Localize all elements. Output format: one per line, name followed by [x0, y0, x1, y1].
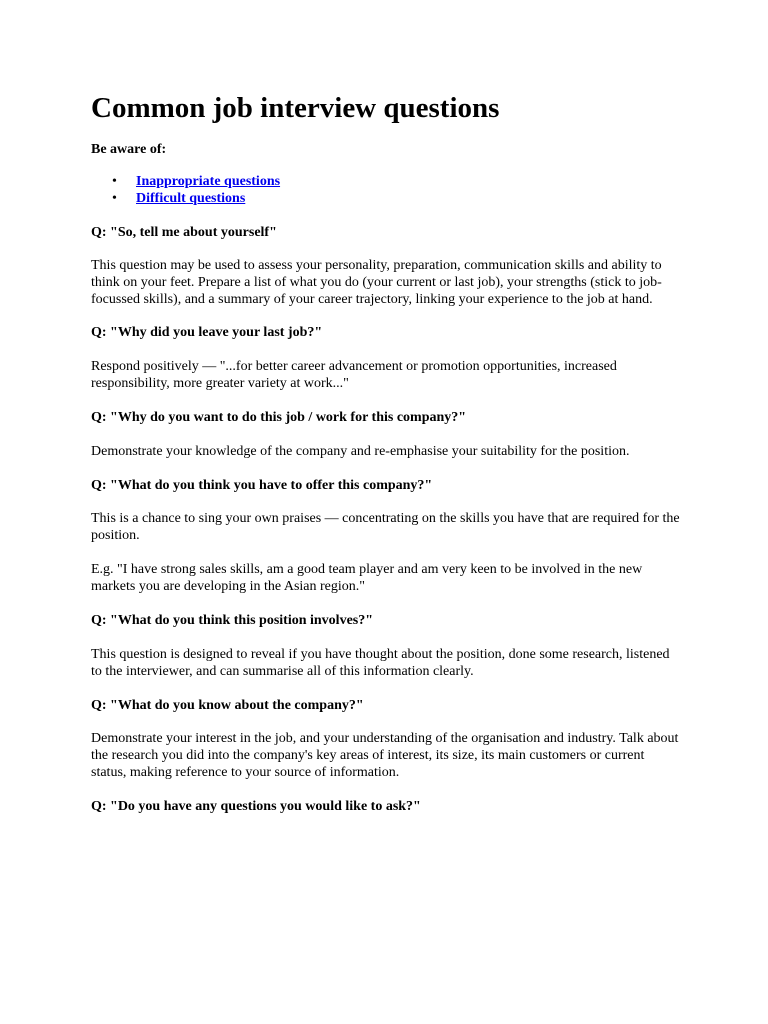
answer-paragraph: This is a chance to sing your own praises — concentrating on the skills you have that are required for the position.: [91, 511, 680, 543]
link-difficult-questions[interactable]: Difficult questions: [136, 191, 246, 206]
question-heading: Q: "Do you have any questions you would like to ask?": [91, 799, 421, 814]
question-heading: Q: "Why did you leave your last job?": [91, 325, 323, 340]
answer-paragraph: E.g. "I have strong sales skills, am a good team player and am very keen to be involved in the new markets you are developing in the Asian region.": [91, 562, 643, 594]
bullet-icon: •: [112, 174, 117, 189]
document-page: [91, 88, 681, 815]
question-heading: Q: "What do you know about the company?": [91, 698, 364, 713]
answer-paragraph: Demonstrate your interest in the job, and your understanding of the organisation and industry. Talk about the research you did into the company's key areas of interest, its size, its main customers or current status, making reference to your source of information.: [91, 731, 679, 780]
question-heading: Q: "Why do you want to do this job / work for this company?": [91, 410, 467, 425]
answer-paragraph: This question is designed to reveal if you have thought about the position, done some research, listened to the interviewer, and can summarise all of this information clearly.: [91, 647, 670, 679]
list-item: [112, 173, 681, 190]
page-title: Common job interview questions: [91, 92, 500, 124]
question-heading: Q: "What do you think you have to offer this company?": [91, 478, 433, 493]
link-list: [91, 173, 681, 207]
list-item: [112, 190, 681, 207]
link-inappropriate-questions[interactable]: Inappropriate questions: [136, 174, 281, 189]
question-heading: Q: "So, tell me about yourself": [91, 225, 277, 240]
answer-paragraph: This question may be used to assess your personality, preparation, communication skills and ability to think on your feet. Prepare a list of what you do (your current or last job), your strengths (stick to job-focussed skills), and a summary of your career trajectory, linking your experience to the job at hand.: [91, 258, 662, 307]
answer-paragraph: Respond positively — "...for better career advancement or promotion opportunities, increased responsibility, more greater variety at work...": [91, 359, 617, 391]
question-heading: Q: "What do you think this position involves?": [91, 613, 374, 628]
aware-label: Be aware of:: [91, 142, 167, 157]
bullet-icon: •: [112, 191, 117, 206]
answer-paragraph: Demonstrate your knowledge of the company and re-emphasise your suitability for the position.: [91, 444, 630, 459]
